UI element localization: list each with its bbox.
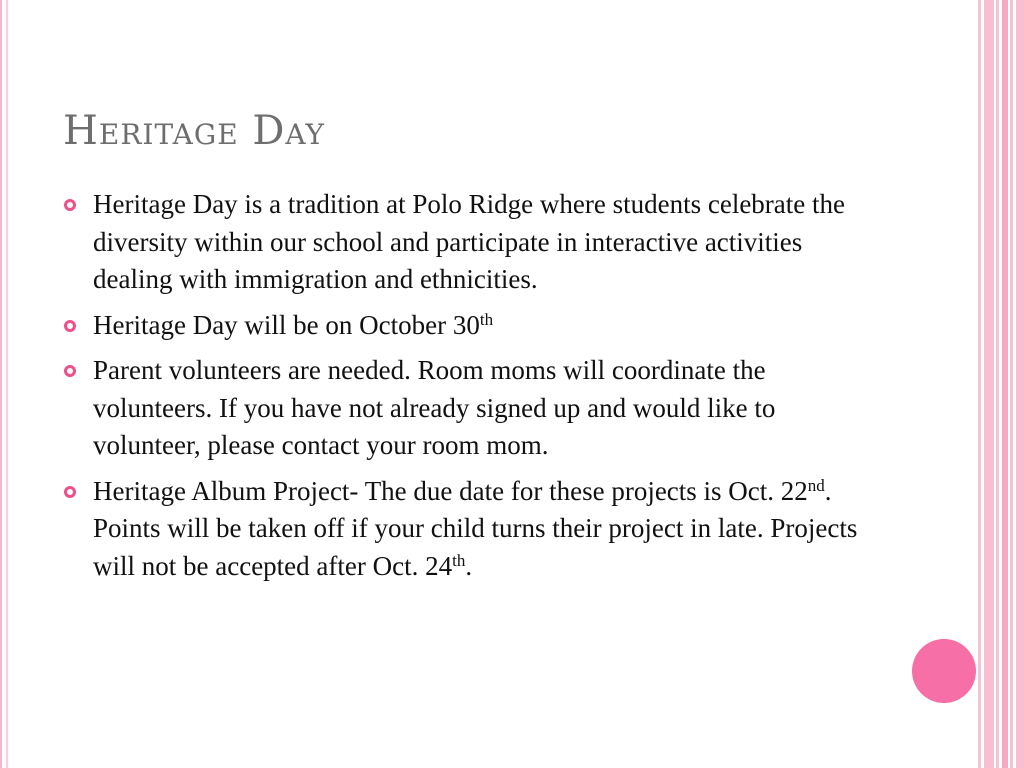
bullet-text: Parent volunteers are needed. Room moms will coordinate the volunteers. If you have not already signed up and would like to volunteer, please contact your room mom. bbox=[93, 355, 776, 460]
bullet-text: Heritage Day is a tradition at Polo Ridge where students celebrate the diversity within our school and participate in interactive activities dealing with immigration and ethnicities. bbox=[93, 189, 846, 294]
bullet-item bbox=[64, 473, 884, 586]
ring-bullet-icon bbox=[64, 320, 76, 332]
stripe bbox=[984, 0, 994, 768]
ordinal-suffix: nd bbox=[807, 475, 825, 495]
bullet-text: . Points will be taken off if your child turns their project in late. Projects will not be accepted after Oct. 24 bbox=[93, 475, 858, 581]
ordinal-suffix: th bbox=[479, 309, 494, 329]
stripe bbox=[996, 0, 999, 768]
bullet-item bbox=[64, 352, 884, 465]
left-border-line bbox=[6, 0, 8, 768]
stripe bbox=[1010, 0, 1013, 768]
bullet-text: Heritage Album Project- The due date for these projects is Oct. 22 bbox=[93, 475, 808, 506]
slide-title: Heritage Day bbox=[63, 108, 325, 154]
stripe bbox=[1002, 0, 1008, 768]
bullet-item bbox=[64, 186, 884, 299]
stripe bbox=[1016, 0, 1024, 768]
decorative-pink-circle bbox=[912, 639, 976, 703]
stripe bbox=[978, 0, 981, 768]
bullet-item bbox=[64, 307, 884, 345]
ring-bullet-icon bbox=[64, 365, 76, 377]
bullet-text: . bbox=[465, 550, 473, 581]
ring-bullet-icon bbox=[64, 486, 76, 498]
bullet-list bbox=[64, 186, 884, 593]
bullet-text: Heritage Day will be on October 30 bbox=[93, 309, 480, 340]
ring-bullet-icon bbox=[64, 199, 76, 211]
ordinal-suffix: th bbox=[452, 550, 466, 570]
left-border-line bbox=[0, 0, 2, 768]
right-stripe-band bbox=[978, 0, 1024, 768]
